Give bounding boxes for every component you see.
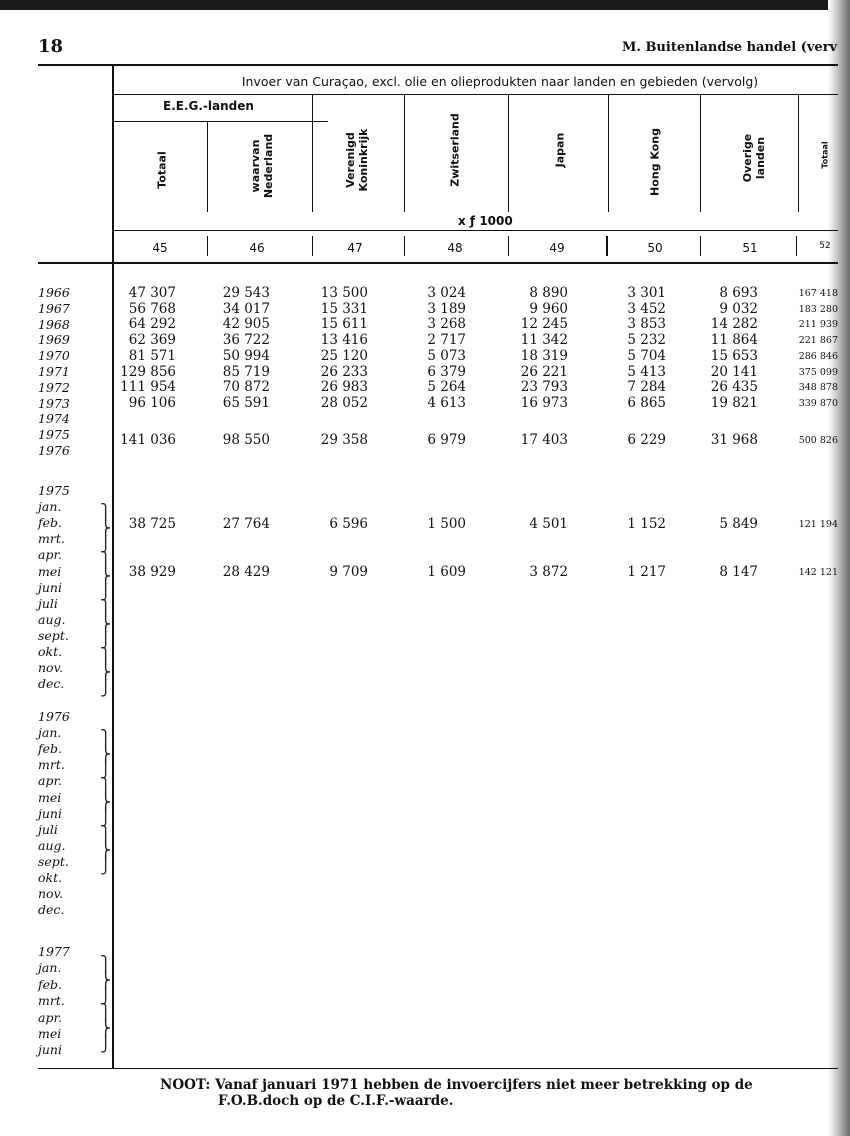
col-divider-51 [798, 94, 799, 212]
row-label: juli [38, 821, 58, 837]
table-cell: 129 856 [120, 364, 176, 380]
row-label: jan. [38, 960, 62, 976]
table-cell: 6 596 [329, 516, 368, 532]
table-cell: 3 268 [427, 316, 466, 332]
brace-1975-q4: ⎫ ⎬ ⎭ [100, 647, 112, 697]
brace-1976-q1: ⎫ ⎬ ⎭ [100, 729, 112, 779]
row-label: dec. [38, 676, 65, 692]
col-divider-49 [608, 94, 609, 212]
row-label: 1975 [38, 483, 70, 498]
table-cell: 167 418 [798, 288, 838, 299]
table-cell: 62 369 [128, 332, 176, 348]
table-cell: 16 973 [520, 395, 568, 411]
table-cell: 3 853 [627, 316, 666, 332]
row-label: 1967 [38, 300, 70, 316]
colnum-46: 46 [249, 241, 265, 255]
table-cell: 500 826 [798, 435, 838, 446]
row-label: feb. [38, 515, 62, 531]
brace-1975-q3: ⎫ ⎬ ⎭ [100, 599, 112, 649]
table-cell: 3 872 [529, 564, 568, 580]
table-cell: 5 073 [427, 348, 466, 364]
table-cell: 65 591 [222, 395, 270, 411]
row-label: mrt. [38, 757, 65, 773]
colnum-tick-49 [606, 236, 608, 256]
colhead-japan: Japan [553, 132, 567, 168]
row-label: juli [38, 595, 58, 611]
row-label: nov. [38, 886, 64, 902]
caption-rule [114, 94, 838, 95]
table-cell: 15 331 [320, 301, 368, 317]
brace-1975-q2: ⎫ ⎬ ⎭ [100, 551, 112, 601]
row-label: 1975 [38, 427, 70, 443]
footnote-line1: Vanaf januari 1971 hebben de invoercijfers niet meer betrekking op de [215, 1077, 753, 1093]
table-cell: 20 141 [710, 364, 758, 380]
table-cell: 348 878 [798, 382, 838, 393]
table-cell: 1 609 [427, 564, 466, 580]
colnum-45: 45 [152, 241, 168, 255]
row-label: feb. [38, 976, 62, 992]
row-label: apr. [38, 547, 63, 563]
table-cell: 221 867 [798, 335, 838, 346]
table-cell: 7 284 [627, 379, 666, 395]
row-label: 1977 [38, 944, 70, 959]
table-cell: 6 229 [627, 432, 666, 448]
table-cell: 56 768 [128, 301, 176, 317]
eeg-rule [114, 121, 328, 122]
table-cell: 23 793 [520, 379, 568, 395]
row-label: okt. [38, 644, 63, 659]
table-cell: 1 217 [627, 564, 666, 580]
table-cell: 31 968 [710, 432, 758, 448]
table-cell: 28 429 [222, 564, 270, 580]
brace-1975-q1: ⎫ ⎬ ⎭ [100, 503, 112, 553]
row-label: okt. [38, 870, 63, 885]
brace-1976-q2: ⎫ ⎬ ⎭ [100, 777, 112, 827]
colhead-overige-label: Overige landen [741, 133, 767, 183]
table-cell: 11 342 [520, 332, 568, 348]
table-cell: 34 017 [222, 301, 270, 317]
row-label: 1974 [38, 411, 70, 427]
table-cell: 96 106 [128, 395, 176, 411]
table-cell: 98 550 [222, 432, 270, 448]
colnum-50: 50 [647, 241, 663, 255]
row-label: 1976 [38, 443, 70, 458]
colhead-totaal: Totaal [820, 141, 830, 169]
row-label: mei [38, 1026, 62, 1041]
footnote [160, 1077, 820, 1109]
table-cell: 6 979 [427, 432, 466, 448]
table-cell: 8 693 [719, 285, 758, 301]
table-cell: 339 870 [798, 398, 838, 409]
table-cell: 1 500 [427, 516, 466, 532]
col-divider-48 [508, 94, 509, 212]
row-label: mrt. [38, 531, 65, 547]
table-cell: 18 319 [520, 348, 568, 364]
table-cell: 50 994 [222, 348, 270, 364]
colhead-vk-label: Verenigd Koninkrijk [344, 128, 370, 192]
row-label: mei [38, 563, 62, 579]
colhead-vk [344, 120, 370, 200]
colnum-rule [38, 262, 838, 264]
colhead-nederland [249, 126, 275, 206]
colnum-tick-45 [207, 236, 208, 256]
table-cell: 70 872 [222, 379, 270, 395]
table-cell: 9 709 [329, 564, 368, 580]
running-title: M. Buitenlandse handel (verv [622, 40, 838, 55]
unit-label: x ƒ 1000 [458, 214, 513, 228]
table-cell: 5 232 [627, 332, 666, 348]
table-cell: 42 905 [222, 316, 270, 332]
row-label: 1973 [38, 395, 70, 411]
row-label: dec. [38, 902, 65, 918]
row-label: 1966 [38, 285, 70, 300]
row-label: juni [38, 805, 62, 821]
page-number: 18 [38, 36, 64, 57]
table-cell: 3 189 [427, 301, 466, 317]
row-label: sept. [38, 853, 69, 869]
colnum-47: 47 [347, 241, 363, 255]
table-cell: 121 194 [798, 519, 838, 530]
table-cell: 3 452 [627, 301, 666, 317]
table-cell: 11 864 [710, 332, 758, 348]
colhead-nederland-label: waarvan Nederland [249, 133, 275, 199]
table-cell: 19 821 [710, 395, 758, 411]
row-label: apr. [38, 1009, 63, 1025]
row-label: nov. [38, 660, 64, 676]
row-label: 1971 [38, 364, 70, 379]
row-label: 1976 [38, 709, 70, 724]
row-label: aug. [38, 837, 66, 853]
bottom-rule [38, 1068, 838, 1069]
table-cell: 29 543 [222, 285, 270, 301]
colnum-52: 52 [819, 241, 831, 251]
row-label: 1968 [38, 316, 70, 332]
table-cell: 3 024 [427, 285, 466, 301]
header-rule [114, 230, 838, 231]
table-cell: 14 282 [710, 316, 758, 332]
colnum-tick-50 [700, 236, 701, 256]
table-cell: 8 147 [719, 564, 758, 580]
colhead-zwitserland: Zwitserland [448, 113, 462, 187]
row-label: aug. [38, 611, 66, 627]
table-cell: 4 613 [427, 395, 466, 411]
scan-top-edge [0, 0, 850, 10]
table-cell: 26 221 [520, 364, 568, 380]
table-cell: 27 764 [222, 516, 270, 532]
table-cell: 183 280 [798, 304, 838, 315]
table-cell: 6 379 [427, 364, 466, 380]
table-cell: 3 301 [627, 285, 666, 301]
table-cell: 286 846 [798, 351, 838, 362]
row-label: jan. [38, 499, 62, 515]
colhead-totaal-eeg: Totaal [155, 151, 169, 189]
table-cell: 36 722 [222, 332, 270, 348]
col-divider-47 [404, 94, 405, 212]
colnum-tick-46 [312, 236, 313, 256]
table-cell: 15 653 [710, 348, 758, 364]
table-cell: 375 099 [798, 367, 838, 378]
table-cell: 4 501 [529, 516, 568, 532]
row-label: mrt. [38, 993, 65, 1009]
colnum-tick-47 [404, 236, 405, 256]
table-cell: 6 865 [627, 395, 666, 411]
table-cell: 38 725 [128, 516, 176, 532]
table-cell: 9 032 [719, 301, 758, 317]
row-label: juni [38, 1042, 62, 1058]
brace-1977-q2: ⎫ ⎬ ⎭ [100, 1003, 112, 1053]
footnote-line2: F.O.B.doch op de C.I.F.-waarde. [218, 1093, 454, 1109]
colhead-overige [741, 128, 767, 188]
table-cell: 13 500 [320, 285, 368, 301]
row-label: 1972 [38, 379, 70, 395]
colnum-tick-48 [508, 236, 509, 256]
brace-1976-q3: ⎫ ⎬ ⎭ [100, 825, 112, 875]
table-cell: 13 416 [320, 332, 368, 348]
table-cell: 47 307 [128, 285, 176, 301]
row-label: sept. [38, 627, 69, 643]
footnote-prefix: NOOT: [160, 1077, 211, 1093]
table-cell: 25 120 [320, 348, 368, 364]
table-cell: 5 849 [719, 516, 758, 532]
colnum-48: 48 [447, 241, 463, 255]
brace-1977-q1: ⎫ ⎬ ⎭ [100, 955, 112, 1005]
col-divider-46 [312, 94, 313, 212]
table-cell: 111 954 [120, 379, 176, 395]
colhead-hongkong: Hong Kong [648, 128, 662, 196]
table-cell: 85 719 [222, 364, 270, 380]
table-cell: 12 245 [520, 316, 568, 332]
row-label: 1969 [38, 332, 70, 348]
table-cell: 64 292 [128, 316, 176, 332]
table-cell: 211 939 [798, 319, 838, 330]
table-cell: 9 960 [529, 301, 568, 317]
table-cell: 26 983 [320, 379, 368, 395]
row-label: mei [38, 789, 62, 805]
table-cell: 26 233 [320, 364, 368, 380]
row-label: jan. [38, 725, 62, 741]
colnum-49: 49 [549, 241, 565, 255]
table-cell: 26 435 [710, 379, 758, 395]
top-rule [38, 64, 838, 66]
table-cell: 15 611 [320, 316, 368, 332]
colnum-51: 51 [742, 241, 758, 255]
table-cell: 142 121 [798, 567, 838, 578]
col-divider-50 [700, 94, 701, 212]
row-label: feb. [38, 741, 62, 757]
row-label: 1970 [38, 348, 70, 364]
table-caption: Invoer van Curaçao, excl. olie en olieprodukten naar landen en gebieden (vervolg) [241, 74, 759, 89]
table-cell: 29 358 [320, 432, 368, 448]
table-cell: 1 152 [627, 516, 666, 532]
table-cell: 38 929 [128, 564, 176, 580]
table-cell: 2 717 [427, 332, 466, 348]
table-cell: 17 403 [520, 432, 568, 448]
table-cell: 28 052 [320, 395, 368, 411]
row-label: apr. [38, 773, 63, 789]
table-cell: 8 890 [529, 285, 568, 301]
table-cell: 81 571 [128, 348, 176, 364]
table-cell: 5 413 [627, 364, 666, 380]
table-cell: 5 264 [427, 379, 466, 395]
col-divider-45 [207, 122, 208, 212]
table-cell: 5 704 [627, 348, 666, 364]
table-cell: 141 036 [120, 432, 176, 448]
row-label: juni [38, 579, 62, 595]
stub-divider [112, 66, 114, 1068]
colnum-tick-51 [796, 236, 797, 256]
eeg-group-label: E.E.G.-landen [163, 99, 254, 113]
